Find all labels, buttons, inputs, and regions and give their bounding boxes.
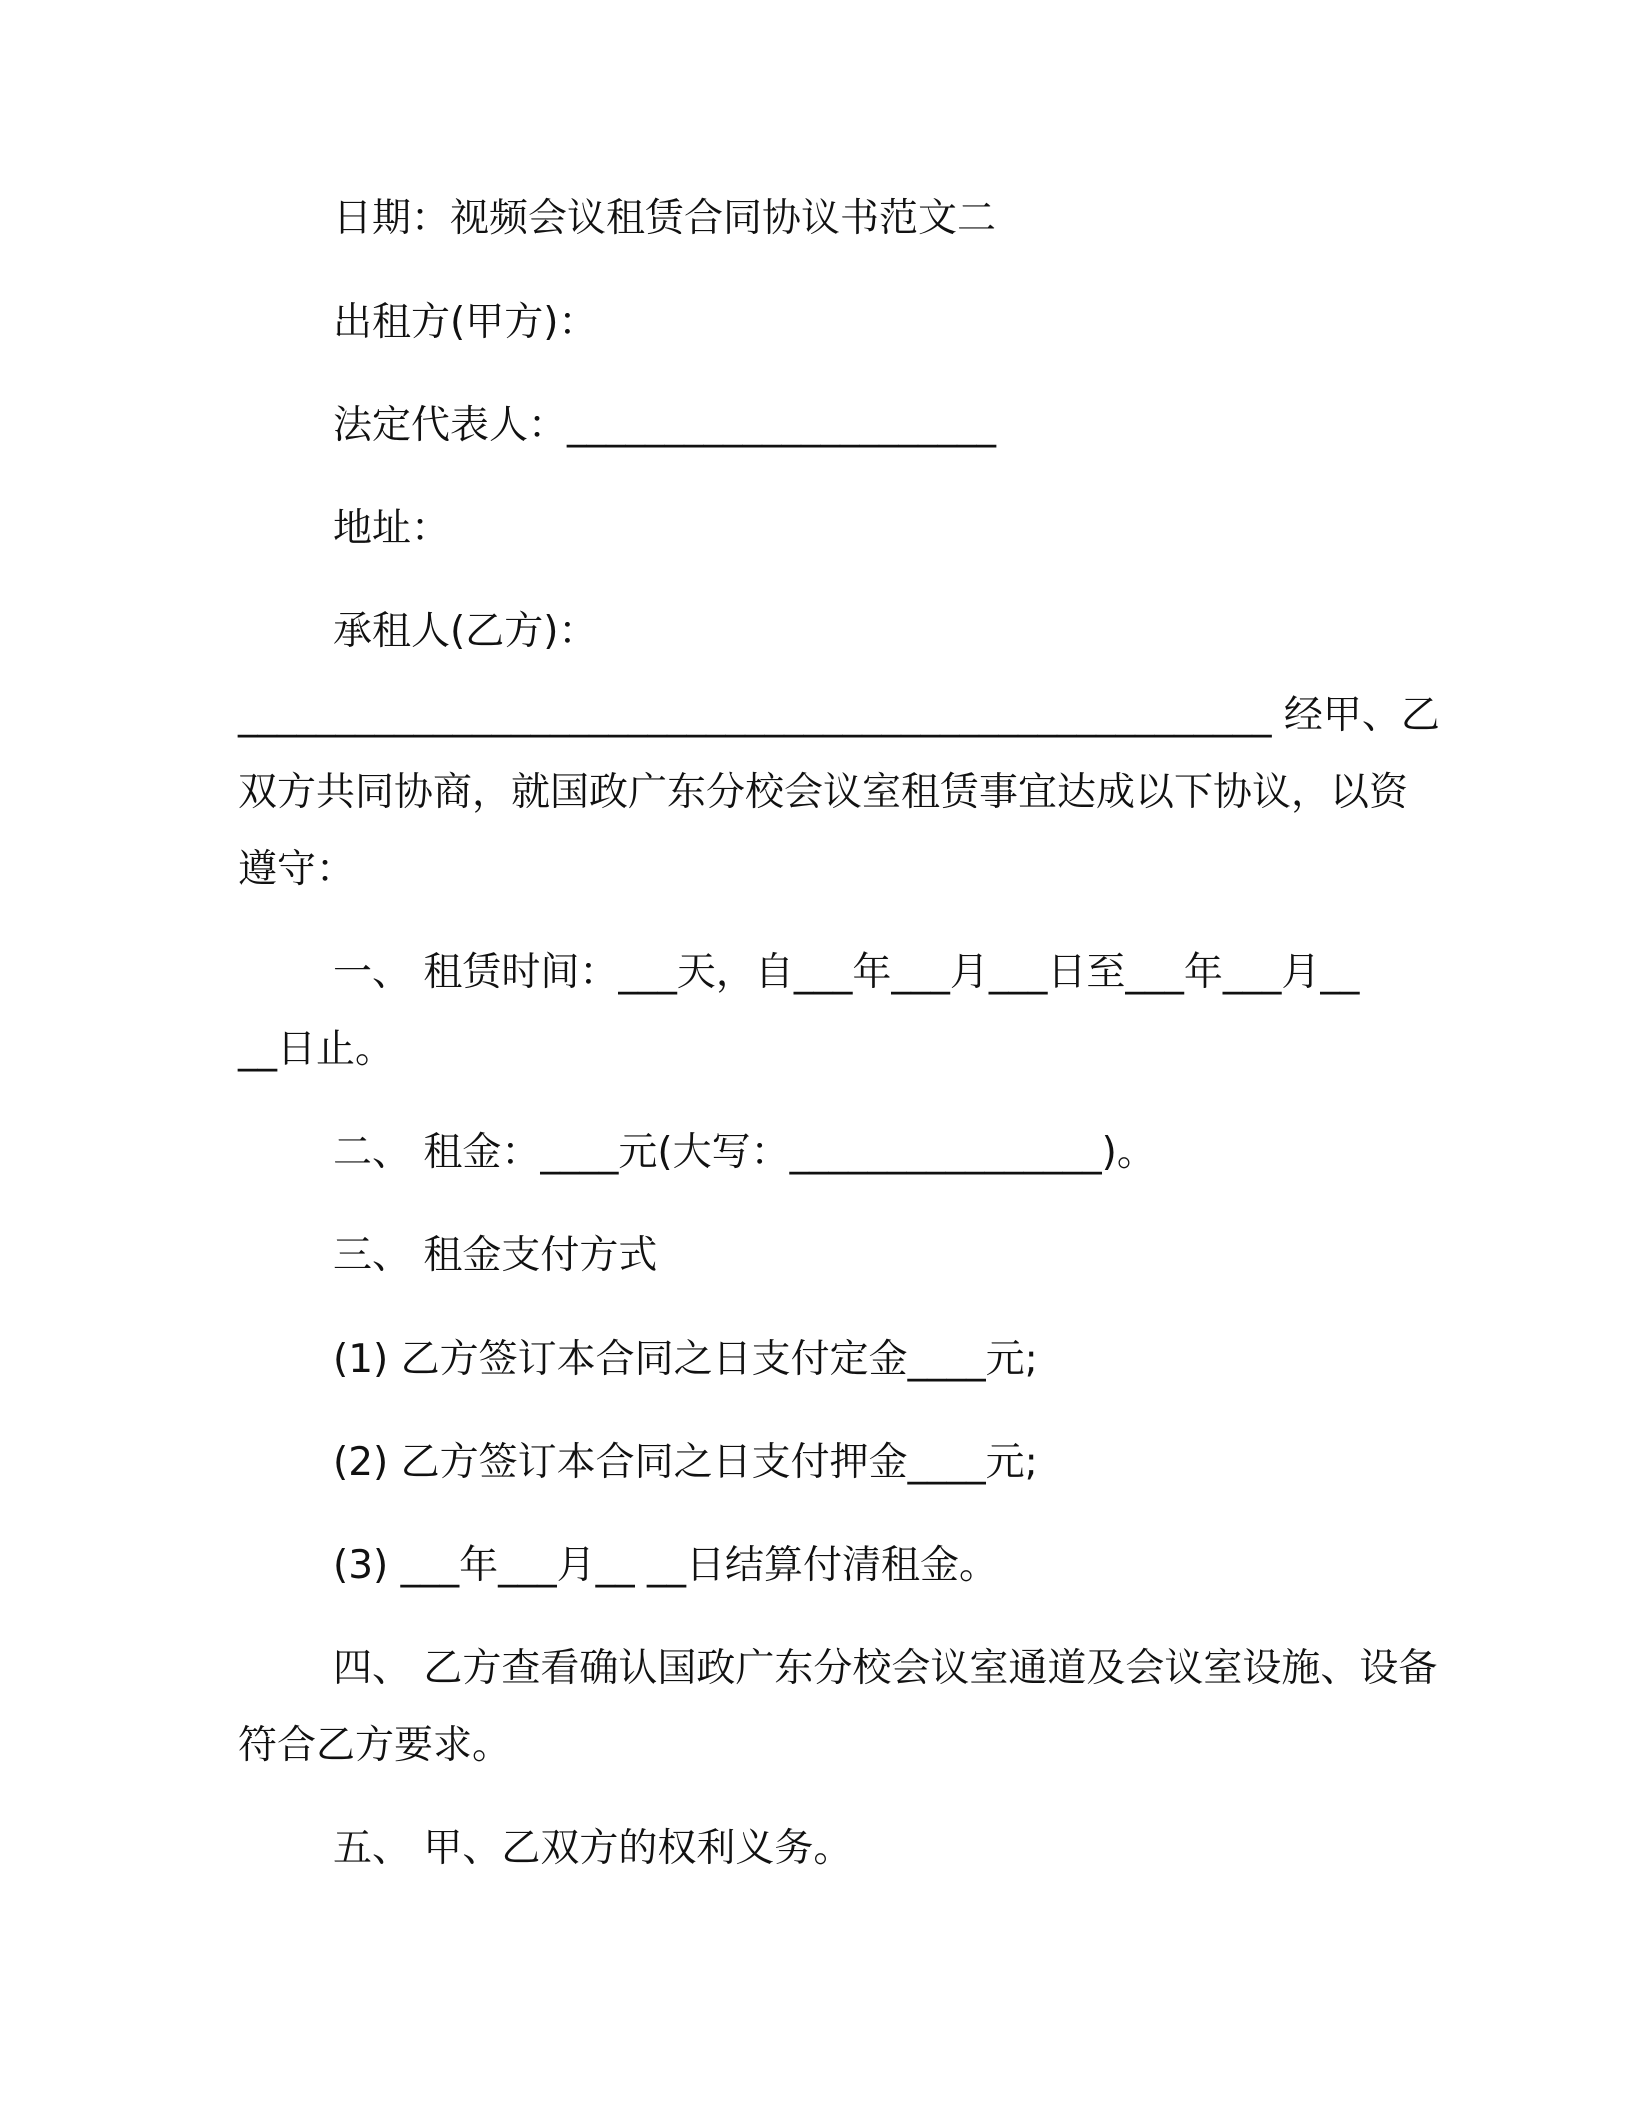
clause-3-item-3: (3) ___年___月__ __日结算付清租金。 bbox=[333, 1543, 999, 1588]
agreement-paragraph-line-3: 遵守： bbox=[238, 847, 356, 892]
clause-5-line: 五、 甲、乙双方的权利义务。 bbox=[333, 1826, 853, 1871]
lessee-line: 承租人(乙方)： bbox=[333, 609, 598, 654]
clause-1-line-2: __日止。 bbox=[238, 1027, 395, 1072]
clause-4-line-1: 四、 乙方查看确认国政广东分校会议室通道及会议室设施、设备 bbox=[333, 1646, 1438, 1691]
date-title-line: 日期：视频会议租赁合同协议书范文二 bbox=[333, 196, 997, 241]
address-line: 地址： bbox=[333, 506, 451, 551]
lessor-line: 出租方(甲方)： bbox=[333, 300, 598, 345]
clause-3-item-2: (2) 乙方签订本合同之日支付押金____元; bbox=[333, 1440, 1038, 1485]
agreement-paragraph-line-2: 双方共同协商，就国政广东分校会议室租赁事宜达成以下协议，以资 bbox=[238, 770, 1409, 815]
clause-4-line-2: 符合乙方要求。 bbox=[238, 1723, 512, 1768]
clause-3-item-1: (1) 乙方签订本合同之日支付定金____元; bbox=[333, 1337, 1038, 1382]
clause-3-heading: 三、 租金支付方式 bbox=[333, 1233, 658, 1278]
legal-representative-line: 法定代表人：______________________ bbox=[333, 403, 997, 448]
agreement-paragraph-line-1: _____________________________________________________ 经甲、乙 bbox=[238, 693, 1440, 738]
clause-2-line: 二、 租金：____元(大写：________________)。 bbox=[333, 1130, 1156, 1175]
clause-1-line-1: 一、 租赁时间：___天，自___年___月___日至___年___月__ bbox=[333, 950, 1360, 995]
